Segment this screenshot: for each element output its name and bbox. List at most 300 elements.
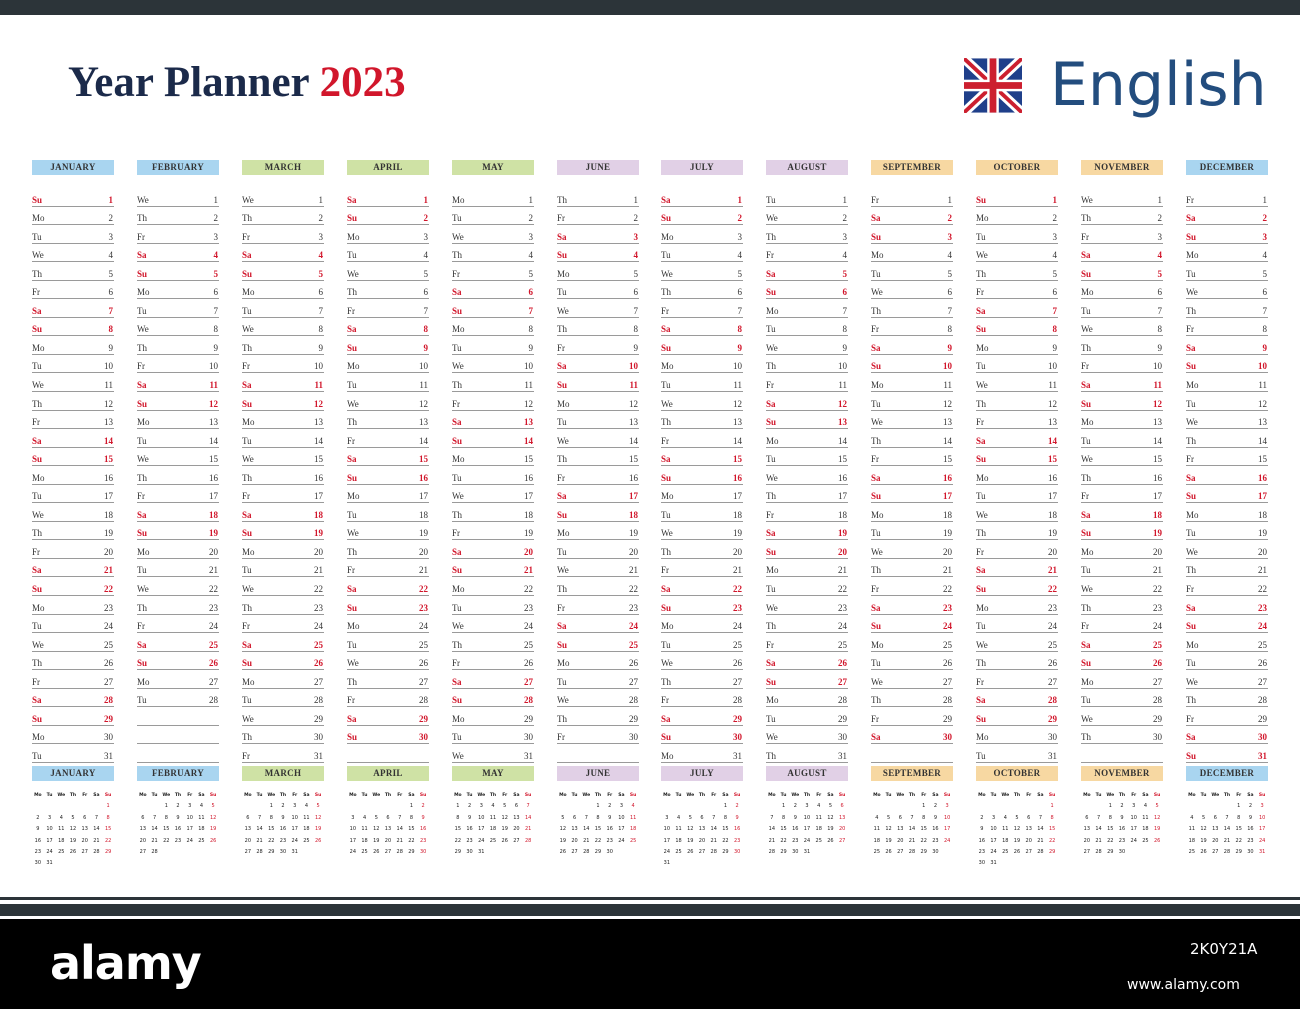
- day-number: 5: [1052, 268, 1057, 279]
- mini-empty: [91, 801, 103, 812]
- mini-day: 4: [1190, 814, 1194, 821]
- day-number: 7: [1157, 305, 1162, 316]
- day-number: 27: [629, 676, 638, 687]
- mini-weekday: Mo: [1188, 793, 1196, 798]
- mini-day: 27: [81, 848, 88, 855]
- weekday-label: Sa: [347, 454, 357, 465]
- weekday-label: Sa: [32, 695, 42, 706]
- mini-day: 25: [58, 848, 65, 855]
- day-row: [766, 615, 848, 634]
- mini-weekday: Fr: [82, 793, 88, 798]
- weekday-label: Su: [766, 417, 777, 428]
- weekday-label: We: [1186, 676, 1198, 687]
- day-row: [347, 522, 429, 541]
- mini-month-header: JUNE: [557, 766, 639, 781]
- day-row: [1186, 652, 1268, 671]
- mini-day: 4: [676, 814, 681, 821]
- weekday-label: Sa: [871, 213, 881, 224]
- mini-day: 6: [246, 814, 250, 821]
- mini-empty: [1023, 801, 1035, 812]
- day-number: 31: [1258, 750, 1267, 761]
- day-row: [452, 281, 534, 300]
- mini-day: 23: [279, 837, 287, 844]
- day-row: [452, 577, 534, 596]
- mini-day: 20: [513, 826, 520, 833]
- mini-day: 22: [104, 837, 112, 844]
- day-number: 13: [524, 417, 533, 428]
- mini-day: 19: [827, 826, 834, 833]
- mini-weekday: Fr: [187, 793, 193, 798]
- day-number: 21: [419, 565, 428, 576]
- weekday-label: Fr: [661, 305, 670, 316]
- mini-day: 21: [583, 837, 590, 844]
- day-row: [1186, 429, 1268, 448]
- day-number: 16: [209, 472, 218, 483]
- mini-day: 24: [186, 837, 193, 844]
- mini-day: 12: [69, 826, 77, 833]
- weekday-label: Mo: [661, 491, 674, 502]
- day-row: [1186, 615, 1268, 634]
- day-row: [976, 244, 1058, 263]
- mini-day: 4: [491, 803, 495, 810]
- weekday-label: Sa: [452, 676, 462, 687]
- day-row: [347, 689, 429, 708]
- day-row: [347, 503, 429, 522]
- weekday-label: Sa: [871, 342, 881, 353]
- weekday-label: Su: [976, 324, 987, 335]
- day-number: 7: [737, 305, 742, 316]
- day-row: [1081, 281, 1163, 300]
- day-number: 24: [419, 621, 428, 632]
- day-row: [1081, 355, 1163, 374]
- mini-day: 31: [291, 848, 298, 855]
- day-number: 7: [528, 305, 533, 316]
- day-row: [1081, 726, 1163, 745]
- day-number: 9: [318, 342, 323, 353]
- weekday-label: Sa: [1081, 380, 1091, 391]
- day-number: 8: [1262, 324, 1267, 335]
- day-row: [766, 429, 848, 448]
- day-row: [1081, 577, 1163, 596]
- mini-day: 22: [268, 837, 275, 844]
- mini-day: 5: [1015, 814, 1019, 821]
- day-row: [871, 485, 953, 504]
- mini-day: 15: [268, 826, 275, 833]
- day-number: 4: [842, 250, 847, 261]
- mini-empty: [1011, 801, 1023, 812]
- day-row: [137, 615, 219, 634]
- mini-day: 16: [606, 826, 613, 833]
- day-row: [557, 540, 639, 559]
- day-number: 27: [419, 676, 428, 687]
- day-row: [137, 448, 219, 467]
- day-number: 19: [314, 528, 323, 539]
- mini-day: 30: [419, 848, 427, 855]
- mini-day: 8: [596, 814, 600, 821]
- mini-day: 12: [1013, 826, 1021, 833]
- day-row: [976, 652, 1058, 671]
- mini-day: 22: [594, 837, 602, 844]
- weekday-label: We: [871, 287, 883, 298]
- day-number: 28: [524, 695, 533, 706]
- day-row: [242, 318, 324, 337]
- day-row: [452, 707, 534, 726]
- day-row: [242, 596, 324, 615]
- weekday-label: Sa: [347, 713, 357, 724]
- day-row: [242, 652, 324, 671]
- weekday-label: We: [1186, 417, 1198, 428]
- day-number: 18: [314, 509, 323, 520]
- weekday-label: Su: [242, 528, 253, 539]
- weekday-label: Mo: [32, 732, 45, 743]
- weekday-label: Tu: [32, 231, 42, 242]
- day-number: 2: [947, 213, 952, 224]
- mini-day: 7: [770, 814, 774, 821]
- day-number: 28: [314, 695, 323, 706]
- mini-day: 28: [524, 837, 532, 844]
- mini-empty: [1221, 801, 1233, 812]
- weekday-label: Sa: [1186, 472, 1196, 483]
- day-row: [766, 392, 848, 411]
- mini-day: 7: [94, 814, 99, 821]
- mini-day: 10: [663, 826, 671, 833]
- weekday-label: We: [32, 380, 44, 391]
- day-number: 7: [108, 305, 113, 316]
- day-row: [661, 281, 743, 300]
- mini-day: 3: [293, 803, 297, 810]
- weekday-label: Mo: [766, 305, 779, 316]
- weekday-label: Tu: [452, 732, 462, 743]
- mini-day: 16: [174, 826, 182, 833]
- weekday-label: Su: [661, 472, 672, 483]
- day-row: [137, 318, 219, 337]
- weekday-label: We: [557, 565, 569, 576]
- weekday-label: Th: [452, 509, 462, 520]
- day-number: 29: [1258, 713, 1267, 724]
- day-number: 21: [104, 565, 113, 576]
- weekday-label: Fr: [32, 417, 41, 428]
- day-row: [452, 373, 534, 392]
- mini-day: 13: [513, 814, 520, 821]
- day-row: [452, 670, 534, 689]
- day-number: 17: [1258, 491, 1267, 502]
- mini-day: 22: [920, 837, 927, 844]
- day-number: 23: [419, 602, 428, 613]
- weekday-label: Sa: [871, 472, 881, 483]
- day-row: [976, 355, 1058, 374]
- day-number: 20: [733, 546, 742, 557]
- day-number: 25: [1258, 639, 1267, 650]
- mini-weekday: Th: [1013, 793, 1021, 798]
- day-row: [242, 336, 324, 355]
- weekday-label: Sa: [347, 324, 357, 335]
- day-number: 3: [528, 231, 533, 242]
- day-number: 24: [524, 621, 533, 632]
- day-number: 2: [108, 213, 113, 224]
- weekday-label: Tu: [557, 546, 567, 557]
- day-number: 9: [1052, 342, 1057, 353]
- day-row: [661, 466, 743, 485]
- weekday-label: Su: [347, 602, 358, 613]
- mini-day: 12: [1200, 826, 1207, 833]
- weekday-label: Su: [32, 713, 43, 724]
- mini-day: 9: [421, 814, 425, 821]
- weekday-label: Sa: [242, 380, 252, 391]
- weekday-label: Th: [557, 713, 567, 724]
- mini-day: 16: [792, 826, 799, 833]
- weekday-label: Su: [347, 472, 358, 483]
- mini-day: 31: [1258, 848, 1266, 855]
- mini-day: 30: [279, 848, 287, 855]
- day-number: 1: [633, 194, 638, 205]
- mini-day: 15: [1107, 826, 1114, 833]
- mini-day: 28: [1223, 848, 1231, 855]
- day-row: [557, 596, 639, 615]
- mini-day: 7: [152, 814, 157, 821]
- day-number: 17: [104, 491, 113, 502]
- weekday-label: Tu: [452, 213, 462, 224]
- weekday-label: We: [1081, 713, 1093, 724]
- day-row: [766, 670, 848, 689]
- day-row: [137, 540, 219, 559]
- day-number: 16: [943, 472, 952, 483]
- mini-day: 27: [838, 837, 846, 844]
- mini-weekday: Th: [489, 793, 497, 798]
- day-row: [347, 670, 429, 689]
- day-number: 24: [209, 621, 218, 632]
- day-row: [1186, 503, 1268, 522]
- weekday-label: Fr: [1186, 194, 1195, 205]
- title-year: 2023: [319, 59, 406, 106]
- day-number: 26: [419, 658, 428, 669]
- day-number: 6: [1262, 287, 1267, 298]
- mini-weekday: Su: [943, 793, 951, 798]
- mini-day: 24: [46, 848, 53, 855]
- mini-day: 31: [663, 860, 671, 867]
- mini-day: 26: [69, 848, 77, 855]
- day-number: 11: [1048, 380, 1057, 391]
- weekday-label: Mo: [661, 621, 674, 632]
- day-number: 8: [108, 324, 113, 335]
- weekday-label: Su: [557, 250, 568, 261]
- day-row: [452, 225, 534, 244]
- mini-day: 24: [618, 837, 625, 844]
- day-number: 7: [1052, 305, 1057, 316]
- day-number: 29: [524, 713, 533, 724]
- day-row: [32, 299, 114, 318]
- mini-day: 17: [1130, 826, 1137, 833]
- mini-weekday: Tu: [885, 793, 892, 798]
- weekday-label: Th: [871, 305, 881, 316]
- mini-day: 5: [886, 814, 891, 821]
- mini-day: 14: [151, 826, 158, 833]
- brand-logo: alamy: [50, 936, 201, 990]
- day-row: [661, 188, 743, 207]
- day-number: 23: [838, 602, 847, 613]
- mini-day: 16: [34, 837, 42, 844]
- day-row: [661, 373, 743, 392]
- mini-day: 15: [104, 826, 112, 833]
- weekday-label: Mo: [452, 584, 465, 595]
- day-row: [137, 670, 219, 689]
- day-row: [452, 726, 534, 745]
- mini-day: 10: [1130, 814, 1137, 821]
- weekday-label: Mo: [1081, 546, 1094, 557]
- month-column: [976, 160, 1058, 763]
- day-row: [347, 392, 429, 411]
- day-number: 1: [1262, 194, 1267, 205]
- weekday-label: Mo: [452, 194, 465, 205]
- mini-day: 14: [583, 826, 590, 833]
- weekday-label: Sa: [242, 250, 252, 261]
- weekday-label: Fr: [1186, 713, 1195, 724]
- day-row: [871, 299, 953, 318]
- mini-day: 4: [199, 803, 204, 810]
- mini-day: 2: [933, 803, 938, 810]
- weekday-label: Fr: [1081, 491, 1090, 502]
- day-row: [452, 336, 534, 355]
- weekday-label: Tu: [766, 454, 776, 465]
- mini-day: 4: [1003, 814, 1007, 821]
- mini-day: 11: [815, 814, 822, 821]
- mini-day: 6: [1085, 814, 1089, 821]
- day-number: 8: [528, 324, 533, 335]
- mini-day: 15: [594, 826, 602, 833]
- mini-day: 21: [768, 837, 776, 844]
- mini-day: 26: [501, 837, 508, 844]
- day-number: 1: [318, 194, 323, 205]
- weekday-label: Th: [32, 528, 42, 539]
- day-row: [1081, 689, 1163, 708]
- mini-day: 8: [164, 814, 168, 821]
- weekday-label: Tu: [1186, 268, 1196, 279]
- day-row: [347, 652, 429, 671]
- mini-day: 2: [793, 803, 797, 810]
- mini-weekday: Sa: [198, 793, 205, 798]
- mini-weekday: Fr: [1131, 793, 1137, 798]
- weekday-label: Th: [557, 454, 567, 465]
- day-number: 17: [1153, 491, 1162, 502]
- weekday-label: Mo: [1081, 676, 1094, 687]
- mini-day: 8: [269, 814, 273, 821]
- day-row: [32, 596, 114, 615]
- weekday-label: Fr: [976, 546, 985, 557]
- mini-day: 29: [1107, 848, 1114, 855]
- day-row: [242, 262, 324, 281]
- day-number: 22: [1153, 584, 1162, 595]
- day-row: [1186, 596, 1268, 615]
- mini-day: 12: [501, 814, 508, 821]
- weekday-label: Fr: [557, 472, 566, 483]
- mini-day: 14: [93, 826, 100, 833]
- weekday-label: Tu: [32, 750, 42, 761]
- mini-empty: [254, 801, 266, 812]
- day-number: 15: [629, 454, 638, 465]
- mini-day: 17: [291, 826, 298, 833]
- weekday-label: Su: [32, 194, 43, 205]
- day-number: 23: [1048, 602, 1057, 613]
- day-row: [32, 429, 114, 448]
- day-row: [557, 522, 639, 541]
- mini-day: 13: [1212, 826, 1219, 833]
- day-number: 13: [1048, 417, 1057, 428]
- month-column: [871, 160, 953, 763]
- mini-empty: [894, 801, 906, 812]
- mini-weekday: Th: [174, 793, 182, 798]
- day-row: [1081, 225, 1163, 244]
- day-number: 2: [1157, 213, 1162, 224]
- day-number: 1: [213, 194, 218, 205]
- day-number: 10: [314, 361, 323, 372]
- mini-day: 20: [1083, 837, 1091, 844]
- day-number: 10: [419, 361, 428, 372]
- day-row: [661, 633, 743, 652]
- weekday-label: Su: [1081, 268, 1092, 279]
- day-number: 17: [209, 491, 218, 502]
- mini-weekday: We: [582, 793, 591, 798]
- mini-weekday: Fr: [397, 793, 403, 798]
- mini-month-header: MARCH: [242, 766, 324, 781]
- day-number: 26: [104, 658, 113, 669]
- month-column: [1081, 160, 1163, 763]
- day-row: [452, 244, 534, 263]
- weekday-label: Mo: [452, 454, 465, 465]
- weekday-label: Sa: [1186, 602, 1196, 613]
- mini-day: 19: [69, 837, 77, 844]
- day-row: [32, 707, 114, 726]
- day-number: 4: [318, 250, 323, 261]
- mini-day: 22: [780, 837, 787, 844]
- mini-day: 25: [873, 848, 881, 855]
- day-number: 1: [1052, 194, 1057, 205]
- weekday-label: Mo: [452, 713, 465, 724]
- weekday-label: Fr: [242, 491, 251, 502]
- day-row: [1186, 744, 1268, 763]
- mini-day: 17: [663, 837, 671, 844]
- day-row: [766, 485, 848, 504]
- weekday-label: Tu: [1186, 398, 1196, 409]
- day-number: 24: [1258, 621, 1267, 632]
- weekday-label: Mo: [976, 213, 989, 224]
- day-row: [766, 336, 848, 355]
- weekday-label: We: [766, 732, 778, 743]
- day-number: 29: [838, 713, 847, 724]
- mini-day: 4: [631, 803, 635, 810]
- day-number: 23: [209, 602, 218, 613]
- day-row: [557, 392, 639, 411]
- mini-day: 6: [700, 814, 704, 821]
- weekday-label: We: [871, 676, 883, 687]
- weekday-label: Th: [242, 732, 252, 743]
- mini-day: 7: [584, 814, 588, 821]
- day-row: [1186, 540, 1268, 559]
- mini-day: 27: [244, 848, 252, 855]
- day-number: 2: [1052, 213, 1057, 224]
- day-row: [1081, 429, 1163, 448]
- weekday-label: Su: [32, 454, 43, 465]
- mini-weekday: Fr: [921, 793, 927, 798]
- weekday-label: Tu: [766, 324, 776, 335]
- day-row: [661, 411, 743, 430]
- day-row: [242, 689, 324, 708]
- mini-day: 12: [559, 826, 567, 833]
- weekday-label: Su: [242, 398, 253, 409]
- day-row: [557, 615, 639, 634]
- mini-weekday: Sa: [1142, 793, 1149, 798]
- day-number: 29: [943, 713, 952, 724]
- day-number: 30: [943, 732, 952, 743]
- day-number: 4: [1052, 250, 1057, 261]
